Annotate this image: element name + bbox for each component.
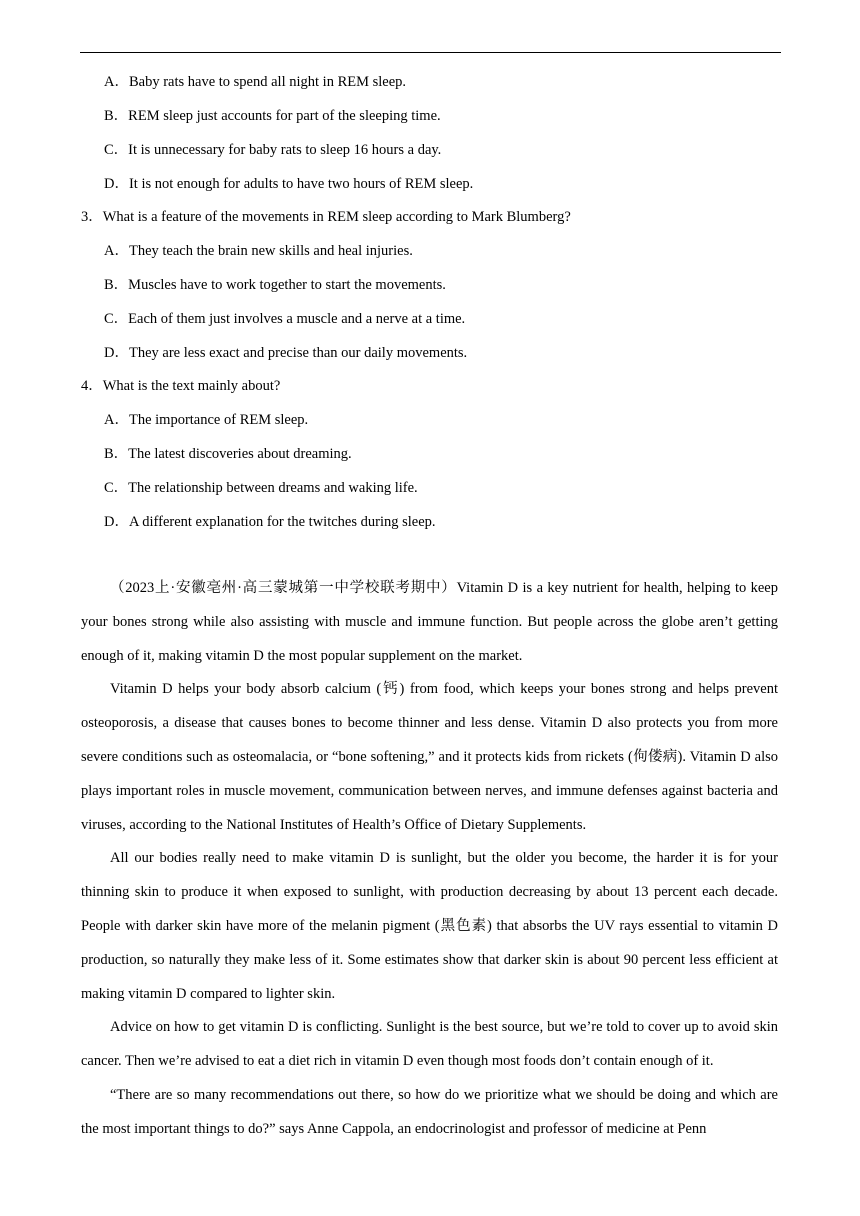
passage-paragraph-1: （2023上·安徽亳州·高三蒙城第一中学校联考期中）Vitamin D is a key nutrient for health, helping to keep your bones strong while also assisting with muscle and immune function. But people across the globe aren’t getting enough of it, making vitamin D the most popular supplement on the market.	[81, 580, 778, 664]
q2-option-c: C．It is unnecessary for baby rats to sleep 16 hours a day.	[104, 142, 442, 158]
q2-option-b: B．REM sleep just accounts for part of the sleeping time.	[104, 108, 441, 124]
q4-option-a: A．The importance of REM sleep.	[104, 412, 309, 428]
q3-option-c: C．Each of them just involves a muscle and a nerve at a time.	[104, 311, 466, 327]
passage-paragraph-4: Advice on how to get vitamin D is conflicting. Sunlight is the best source, but we’re told to cover up to avoid skin cancer. Then we’re advised to eat a diet rich in vitamin D even though most foods don’t contain enough of it.	[81, 1019, 778, 1070]
q2-option-d: D．It is not enough for adults to have two hours of REM sleep.	[104, 176, 474, 192]
passage	[0, 572, 778, 1147]
q4-option-c: C．The relationship between dreams and waking life.	[104, 480, 418, 496]
passage-paragraph-2: Vitamin D helps your body absorb calcium (钙) from food, which keeps your bones strong and helps prevent osteoporosis, a disease that causes bones to become thinner and less dense. Vitamin D also protects you from more severe conditions such as osteomalacia, or “bone softening,” and it protects kids from rickets (佝偻病). Vitamin D also plays important roles in muscle movement, communication between nerves, and immune defenses against bacteria and viruses, according to the National Institutes of Health’s Office of Dietary Supplements.	[81, 681, 778, 833]
q3-option-d: D．They are less exact and precise than our daily movements.	[104, 345, 468, 361]
q3-option-b: B．Muscles have to work together to start the movements.	[104, 277, 446, 293]
q2-option-a: A．Baby rats have to spend all night in REM sleep.	[104, 74, 407, 90]
passage-paragraph-5: “There are so many recommendations out there, so how do we prioritize what we should be doing and which are the most important things to do?” says Anne Cappola, an endocrinologist and professor of medicine at Penn	[81, 1086, 778, 1137]
q3-question: 3．What is a feature of the movements in REM sleep according to Mark Blumberg?	[81, 209, 571, 225]
passage-paragraph-3: All our bodies really need to make vitamin D is sunlight, but the older you become, the harder it is for your thinning skin to produce it when exposed to sunlight, with production decreasing by about 13 percent each decade. People with darker skin have more of the melanin pigment (黑色素) that absorbs the UV rays essential to vitamin D production, so naturally they make less of it. Some estimates show that darker skin is about 90 percent less efficient at making vitamin D compared to lighter skin.	[81, 850, 778, 1002]
q4-option-d: D．A different explanation for the twitches during sleep.	[104, 514, 436, 530]
q3-option-a: A．They teach the brain new skills and heal injuries.	[104, 243, 413, 259]
header-rule	[80, 52, 781, 53]
q4-question: 4．What is the text mainly about?	[81, 378, 281, 394]
q4-option-b: B．The latest discoveries about dreaming.	[104, 446, 352, 462]
